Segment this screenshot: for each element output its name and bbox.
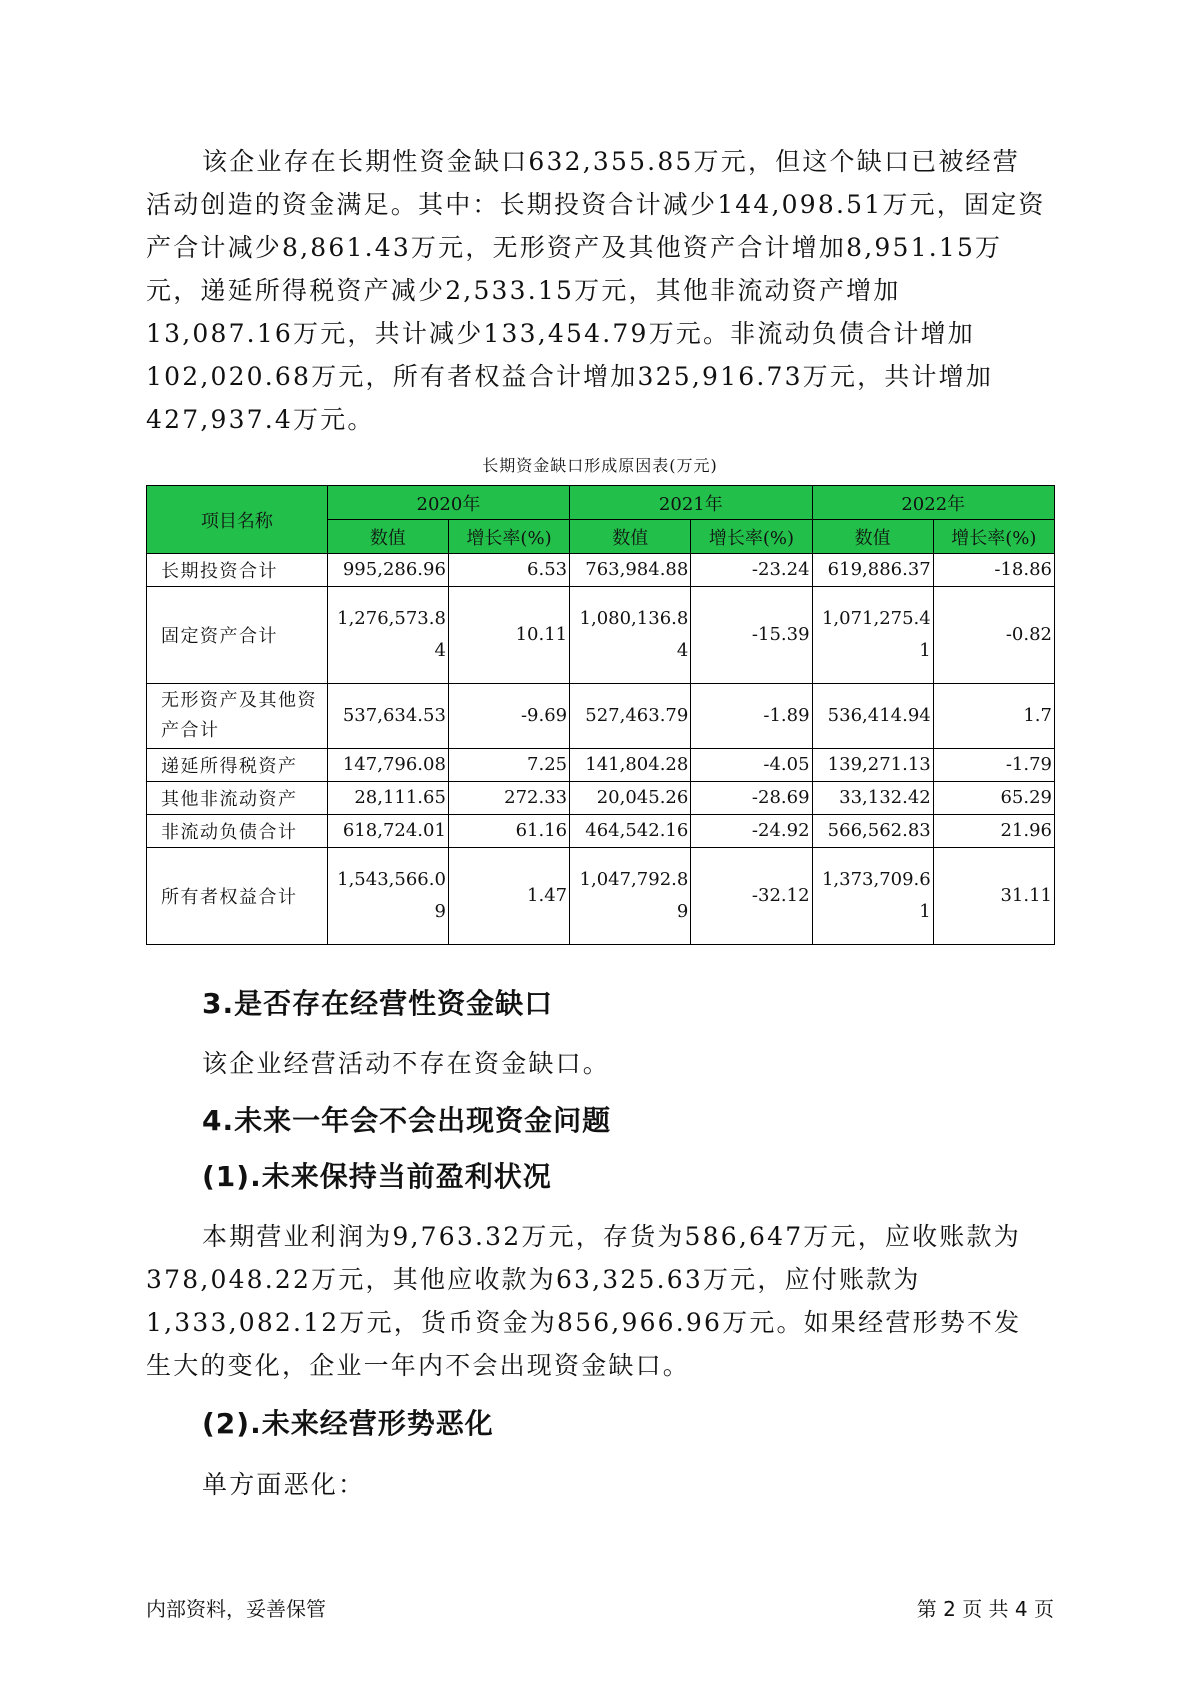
header-value-2021: 数值 bbox=[570, 520, 691, 554]
cell-value: 147,796.08 bbox=[327, 749, 448, 782]
cell-value: 139,271.13 bbox=[812, 749, 933, 782]
row-label: 无形资产及其他资产合计 bbox=[147, 684, 328, 749]
footer-confidential-note: 内部资料，妥善保管 bbox=[146, 1597, 326, 1621]
table-row bbox=[147, 815, 1055, 848]
cell-value: 464,542.16 bbox=[570, 815, 691, 848]
table-row bbox=[147, 587, 1055, 684]
long-term-gap-table bbox=[146, 485, 1055, 945]
paragraph-current-profit-text: 本期营业利润为9,763.32万元，存货为586,647万元，应收账款为378,048.22万元，其他应收款为63,325.63万元，应付账款为1,333,082.12万元，货币资金为856,966.96万元。如果经营形势不发生大的变化，企业一年内不会出现资金缺口。 bbox=[146, 1222, 1022, 1380]
header-item-name: 项目名称 bbox=[147, 486, 328, 554]
row-label: 非流动负债合计 bbox=[147, 815, 328, 848]
paragraph-one-sided bbox=[146, 1463, 1046, 1506]
cell-value: 1,543,566.09 bbox=[327, 848, 448, 945]
cell-growth: 1.7 bbox=[933, 684, 1054, 749]
cell-growth: -0.82 bbox=[933, 587, 1054, 684]
cell-value: 141,804.28 bbox=[570, 749, 691, 782]
cell-value: 618,724.01 bbox=[327, 815, 448, 848]
table-caption: 长期资金缺口形成原因表(万元) bbox=[482, 456, 718, 475]
cell-growth: -24.92 bbox=[691, 815, 812, 848]
section-heading-operating-gap: 3.是否存在经营性资金缺口 bbox=[202, 987, 554, 1020]
section-heading-next-year: 4.未来一年会不会出现资金问题 bbox=[202, 1104, 612, 1137]
row-label: 其他非流动资产 bbox=[147, 782, 328, 815]
cell-growth: 6.53 bbox=[448, 554, 569, 587]
cell-growth: 1.47 bbox=[448, 848, 569, 945]
table-row bbox=[147, 848, 1055, 945]
cell-growth: -1.79 bbox=[933, 749, 1054, 782]
cell-growth: 10.11 bbox=[448, 587, 569, 684]
row-label: 递延所得税资产 bbox=[147, 749, 328, 782]
cell-value: 995,286.96 bbox=[327, 554, 448, 587]
header-value-2020: 数值 bbox=[327, 520, 448, 554]
paragraph-operating-gap bbox=[146, 1042, 1046, 1085]
cell-value: 1,276,573.84 bbox=[327, 587, 448, 684]
header-growth-2021: 增长率(%) bbox=[691, 520, 812, 554]
cell-growth: 31.11 bbox=[933, 848, 1054, 945]
cell-value: 1,047,792.89 bbox=[570, 848, 691, 945]
row-label: 固定资产合计 bbox=[147, 587, 328, 684]
row-label: 所有者权益合计 bbox=[147, 848, 328, 945]
cell-growth: -23.24 bbox=[691, 554, 812, 587]
paragraph-long-term-gap-text: 该企业存在长期性资金缺口632,355.85万元，但这个缺口已被经营活动创造的资金满足。其中：长期投资合计减少144,098.51万元，固定资产合计减少8,861.43万元，无形资产及其他资产合计增加8,951.15万元，递延所得税资产减少2,533.15万元，其他非流动资产增加13,087.16万元，共计减少133,454.79万元。非流动负债合计增加102,020.68万元，所有者权益合计增加325,916.73万元，共计增加427,937.4万元。 bbox=[146, 147, 1046, 434]
cell-value: 536,414.94 bbox=[812, 684, 933, 749]
paragraph-long-term-gap bbox=[146, 140, 1046, 441]
row-label: 长期投资合计 bbox=[147, 554, 328, 587]
cell-growth: 7.25 bbox=[448, 749, 569, 782]
paragraph-one-sided-text: 单方面恶化： bbox=[202, 1470, 366, 1499]
header-year-2022: 2022年 bbox=[812, 486, 1054, 520]
paragraph-current-profit bbox=[146, 1215, 1046, 1387]
subsection-heading-worsen: (2).未来经营形势恶化 bbox=[202, 1407, 494, 1440]
cell-value: 619,886.37 bbox=[812, 554, 933, 587]
cell-growth: -1.89 bbox=[691, 684, 812, 749]
subsection-heading-keep-profit: (1).未来保持当前盈利状况 bbox=[202, 1160, 552, 1193]
cell-growth: -4.05 bbox=[691, 749, 812, 782]
cell-value: 527,463.79 bbox=[570, 684, 691, 749]
cell-value: 33,132.42 bbox=[812, 782, 933, 815]
cell-growth: -32.12 bbox=[691, 848, 812, 945]
header-year-2020: 2020年 bbox=[327, 486, 569, 520]
table-row bbox=[147, 684, 1055, 749]
cell-value: 28,111.65 bbox=[327, 782, 448, 815]
header-growth-2020: 增长率(%) bbox=[448, 520, 569, 554]
cell-growth: 272.33 bbox=[448, 782, 569, 815]
cell-value: 1,373,709.61 bbox=[812, 848, 933, 945]
paragraph-operating-gap-text: 该企业经营活动不存在资金缺口。 bbox=[202, 1049, 611, 1078]
cell-growth: -15.39 bbox=[691, 587, 812, 684]
header-year-2021: 2021年 bbox=[570, 486, 812, 520]
cell-growth: -28.69 bbox=[691, 782, 812, 815]
cell-growth: -9.69 bbox=[448, 684, 569, 749]
cell-value: 20,045.26 bbox=[570, 782, 691, 815]
table-row bbox=[147, 749, 1055, 782]
header-value-2022: 数值 bbox=[812, 520, 933, 554]
cell-value: 566,562.83 bbox=[812, 815, 933, 848]
cell-value: 537,634.53 bbox=[327, 684, 448, 749]
cell-growth: 65.29 bbox=[933, 782, 1054, 815]
cell-value: 763,984.88 bbox=[570, 554, 691, 587]
cell-value: 1,080,136.84 bbox=[570, 587, 691, 684]
cell-value: 1,071,275.41 bbox=[812, 587, 933, 684]
cell-growth: 21.96 bbox=[933, 815, 1054, 848]
footer-page-number: 第 2 页 共 4 页 bbox=[916, 1597, 1054, 1621]
header-growth-2022: 增长率(%) bbox=[933, 520, 1054, 554]
table-row bbox=[147, 782, 1055, 815]
cell-growth: -18.86 bbox=[933, 554, 1054, 587]
table-row bbox=[147, 554, 1055, 587]
cell-growth: 61.16 bbox=[448, 815, 569, 848]
